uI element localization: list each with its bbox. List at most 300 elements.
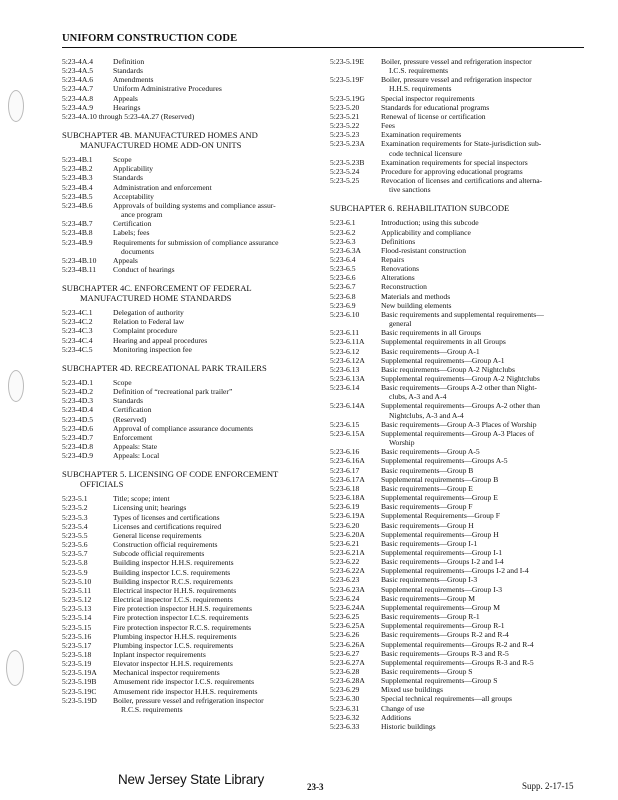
toc-entry [62, 336, 322, 345]
section-number-spacer [62, 705, 113, 714]
section-number: 5:23-4D.9 [62, 451, 94, 461]
toc-entry [330, 649, 586, 658]
section-number: 5:23-5.16 [62, 631, 92, 641]
toc-entry [330, 667, 586, 676]
toc-entry [330, 694, 586, 703]
section-title: Fees [381, 121, 395, 131]
section-number: 5:23-5.3 [62, 512, 88, 522]
section-number: 5:23-5.17 [62, 640, 92, 650]
toc-entry [62, 687, 322, 696]
punch-hole-decoration [8, 370, 24, 402]
section-title: Supplemental requirements—Groups R-3 and R-5 [381, 657, 534, 667]
section-number: 5:23-6.25A [330, 621, 365, 631]
section-number: 5:23-4A.8 [62, 93, 94, 103]
section-title: Fire protection inspector R.C.S. requirements [113, 622, 252, 632]
toc-entry [62, 326, 322, 335]
toc-entry [330, 301, 586, 310]
toc-entry [330, 139, 586, 148]
section-number: 5:23-6.9 [330, 300, 356, 310]
section-number: 5:23-6.3 [330, 236, 356, 246]
section-number: 5:23-6.14A [330, 401, 365, 411]
section-number: 5:23-6.11 [330, 328, 360, 338]
toc-entry-continuation [62, 210, 322, 219]
toc-entry [330, 94, 586, 103]
section-title: Building inspector I.C.S. requirements [113, 567, 231, 577]
section-title: Examination requirements [381, 130, 462, 140]
toc-entry [62, 94, 322, 103]
section-number: 5:23-6.26 [330, 630, 360, 640]
section-number: 5:23-5.21 [330, 111, 360, 121]
section-title: Certification [113, 219, 152, 229]
section-title: Supplemental requirements—Groups I-2 and I-4 [381, 566, 529, 576]
section-title-continuation: I.C.S. requirements [389, 66, 449, 76]
section-number: 5:23-5.12 [62, 595, 92, 605]
toc-entry [330, 704, 586, 713]
section-title: Basic requirements—Group A-2 Nightclubs [381, 364, 515, 374]
section-title: Basic requirements—Group I-1 [381, 538, 478, 548]
section-number: 5:23-6.21A [330, 547, 365, 557]
toc-entry [330, 685, 586, 694]
section-title: New building elements [381, 300, 452, 310]
toc-entry-continuation [330, 149, 586, 158]
toc-entry [62, 265, 322, 274]
section-number: 5:23-4A.6 [62, 75, 94, 85]
section-number: 5:23-5.19D [62, 695, 97, 705]
section-title: Fire protection inspector H.H.S. requirements [113, 604, 252, 614]
toc-entry [330, 347, 586, 356]
section-title: Electrical inspector I.C.S. requirements [113, 595, 233, 605]
section-title: Introduction; using this subcode [381, 218, 479, 228]
section-number: 5:23-5.5 [62, 530, 88, 540]
section-number: 5:23-6.33 [330, 721, 360, 731]
section-title: Hearings [113, 102, 141, 112]
section-title: (Reserved) [113, 414, 147, 424]
toc-entry [62, 164, 322, 173]
subchapter-heading-line: SUBCHAPTER 5. LICENSING OF CODE ENFORCEMENT [62, 469, 279, 480]
toc-entry [330, 676, 586, 685]
section-title: Delegation of authority [113, 308, 184, 318]
toc-entry [62, 677, 322, 686]
section-number: 5:23-4B.3 [62, 173, 93, 183]
section-number: 5:23-6.15A [330, 428, 365, 438]
section-number: 5:23-6.14 [330, 383, 360, 393]
toc-entry [62, 513, 322, 522]
subchapter-heading [62, 363, 322, 373]
toc-entry [62, 586, 322, 595]
punch-hole-decoration [8, 90, 24, 122]
section-title: Construction official requirements [113, 540, 218, 550]
section-title-continuation: R.C.S. requirements [121, 704, 183, 714]
toc-entry [330, 511, 586, 520]
section-title: Hearing and appeal procedures [113, 335, 208, 345]
section-number: 5:23-6.16 [330, 447, 360, 457]
section-title: Boiler, pressure vessel and refrigeration inspector [113, 695, 264, 705]
section-number: 5:23-5.7 [62, 549, 88, 559]
section-number: 5:23-4A.5 [62, 66, 94, 76]
section-number: 5:23-5.19F [330, 75, 364, 85]
toc-entry [62, 103, 322, 112]
toc-entry [330, 484, 586, 493]
section-title: Building inspector H.H.S. requirements [113, 558, 234, 568]
section-number: 5:23-6.24A [330, 602, 365, 612]
toc-entry [62, 696, 322, 705]
section-number: 5:23-6.22A [330, 566, 365, 576]
toc-entry-continuation [62, 705, 322, 714]
section-title: Enforcement [113, 432, 153, 442]
supplement-date: Supp. 2-17-15 [522, 781, 574, 791]
section-number: 5:23-4B.2 [62, 164, 93, 174]
section-number: 5:23-6.30 [330, 694, 360, 704]
section-number: 5:23-5.20 [330, 102, 360, 112]
toc-entry [330, 237, 586, 246]
toc-entry [62, 84, 322, 93]
section-title: Flood-resistant construction [381, 245, 466, 255]
section-number: 5:23-5.18 [62, 649, 92, 659]
section-title-continuation: H.H.S. requirements [389, 84, 452, 94]
section-number: 5:23-4B.10 [62, 255, 97, 265]
toc-entry [330, 502, 586, 511]
section-title: Mechanical inspector requirements [113, 668, 220, 678]
section-title: Reconstruction [381, 282, 427, 292]
toc-entry [330, 447, 586, 456]
section-number: 5:23-5.9 [62, 567, 88, 577]
section-number: 5:23-4D.5 [62, 414, 94, 424]
toc-entry [330, 383, 586, 392]
toc-entry [330, 401, 586, 410]
toc-entry [62, 75, 322, 84]
section-number-spacer [330, 84, 381, 93]
section-number: 5:23-5.23A [330, 139, 365, 149]
subchapter-heading-line: MANUFACTURED HOME STANDARDS [80, 293, 232, 304]
toc-entry [62, 650, 322, 659]
toc-entry [330, 557, 586, 566]
toc-entry [330, 585, 586, 594]
section-title-continuation: ance program [121, 210, 163, 220]
toc-entry [62, 345, 322, 354]
toc-entry [62, 522, 322, 531]
toc-entry [330, 630, 586, 639]
section-title: Complaint procedure [113, 326, 178, 336]
section-title: Basic requirements—Group A-5 [381, 447, 480, 457]
section-title: Subcode official requirements [113, 549, 205, 559]
toc-entry [330, 456, 586, 465]
section-title: Renovations [381, 264, 419, 274]
header-rule [62, 47, 584, 48]
section-title: Basic requirements—Group I-3 [381, 575, 478, 585]
section-title-continuation: code technical licensure [389, 148, 462, 158]
section-number: 5:23-5.14 [62, 613, 92, 623]
section-number: 5:23-6.12 [330, 346, 360, 356]
toc-entry [330, 57, 586, 66]
section-number: 5:23-6.26A [330, 639, 365, 649]
section-title: Supplemental requirements—Group A-3 Places of [381, 428, 535, 438]
toc-entry [330, 722, 586, 731]
section-number: 5:23-5.19E [330, 57, 364, 66]
section-title: Special technical requirements—all groups [381, 694, 512, 704]
section-title: Supplemental requirements—Group E [381, 493, 498, 503]
section-number: 5:23-4A.7 [62, 84, 94, 94]
subchapter-heading: SUBCHAPTER 6. REHABILITATION SUBCODE [330, 203, 510, 214]
section-title: Supplemental requirements—Groups A-2 other than [381, 401, 541, 411]
subchapter-heading-line: SUBCHAPTER 4C. ENFORCEMENT OF FEDERAL [62, 283, 252, 294]
toc-entry [62, 415, 322, 424]
toc-entry [62, 201, 322, 210]
section-title: Boiler, pressure vessel and refrigeration inspector [381, 75, 532, 85]
toc-entry [330, 594, 586, 603]
section-number: 5:23-6.7 [330, 282, 356, 292]
toc-entry [330, 475, 586, 484]
toc-entry [330, 246, 586, 255]
section-number: 5:23-6.13A [330, 374, 365, 383]
section-number: 5:23-6.16A [330, 456, 365, 466]
section-title: Supplemental requirements—Group B [381, 474, 499, 484]
section-title-continuation: Nightclubs, A-3 and A-4 [389, 410, 464, 420]
section-number: 5:23-4C.1 [62, 308, 93, 318]
section-number: 5:23-6.1 [330, 218, 356, 228]
section-title: Supplemental requirements—Group I-1 [381, 547, 503, 557]
toc-entry [330, 466, 586, 475]
toc-entry [62, 613, 322, 622]
section-title: Basic requirements—Groups R-2 and R-4 [381, 630, 509, 640]
toc-entry [62, 433, 322, 442]
section-title: Basic requirements—Group R-1 [381, 612, 480, 622]
section-title: Basic requirements—Group E [381, 483, 473, 493]
subchapter-heading [62, 283, 322, 303]
section-number: 5:23-6.29 [330, 685, 360, 695]
section-title: Alterations [381, 273, 415, 283]
toc-entry [62, 424, 322, 433]
toc-entry [330, 218, 586, 227]
subchapter-heading-line: MANUFACTURED HOME ADD-ON UNITS [80, 140, 242, 151]
section-number: 5:23-6.27 [330, 648, 360, 658]
toc-entry [330, 228, 586, 237]
section-number: 5:23-6.8 [330, 291, 356, 301]
toc-entry [62, 568, 322, 577]
toc-entry [62, 659, 322, 668]
section-number: 5:23-5.19G [330, 93, 365, 103]
section-number-spacer [330, 319, 381, 328]
toc-entry [62, 558, 322, 567]
toc-entry [330, 112, 586, 121]
section-number-spacer [330, 438, 381, 447]
section-title: Basic requirements—Group H [381, 520, 474, 530]
toc-entry [330, 365, 586, 374]
section-number-spacer [62, 210, 113, 219]
toc-entry [62, 604, 322, 613]
section-title: Basic requirements—Group M [381, 593, 476, 603]
toc-entry [62, 387, 322, 396]
section-number: 5:23-5.8 [62, 558, 88, 568]
section-title: Amusement ride inspector I.C.S. requirements [113, 677, 255, 687]
toc-entry [62, 155, 322, 164]
toc-entry [330, 539, 586, 548]
toc-entry [330, 521, 586, 530]
section-number: 5:23-4B.1 [62, 155, 93, 165]
toc-entry [330, 310, 586, 319]
toc-entry [62, 238, 322, 247]
section-number: 5:23-6.19 [330, 502, 360, 512]
toc-entry [330, 621, 586, 630]
section-title: Fire protection inspector I.C.S. requirements [113, 613, 249, 623]
toc-entry-continuation [330, 438, 586, 447]
section-number: 5:23-4A.9 [62, 102, 94, 112]
toc-entry [62, 66, 322, 75]
section-title-continuation: clubs, A-3 and A-4 [389, 392, 447, 402]
toc-entry [62, 494, 322, 503]
toc-entry [330, 548, 586, 557]
section-title: Mixed use buildings [381, 685, 444, 695]
section-title: Certification [113, 405, 152, 415]
toc-entry [62, 442, 322, 451]
section-title: Appeals [113, 93, 138, 103]
toc-entry [330, 75, 586, 84]
toc-entry [330, 374, 586, 383]
section-title: Applicability and compliance [381, 227, 471, 237]
section-number: 5:23-6.6 [330, 273, 356, 283]
section-number: 5:23-6.20A [330, 529, 365, 539]
section-title: Supplemental requirements—Group R-1 [381, 621, 505, 631]
section-title: Supplemental requirements in all Groups [381, 337, 506, 347]
section-title: Appeals [113, 255, 138, 265]
toc-entry [62, 531, 322, 540]
section-number: 5:23-5.15 [62, 622, 92, 632]
section-number: 5:23-6.28A [330, 676, 365, 686]
section-title: Supplemental Requirements—Group F [381, 511, 500, 521]
section-number: 5:23-5.19A [62, 668, 97, 678]
section-number: 5:23-5.19C [62, 686, 97, 696]
section-title: Inplant inspector requirements [113, 649, 206, 659]
toc-entry [62, 173, 322, 182]
toc-entry [62, 396, 322, 405]
section-title: Applicability [113, 164, 154, 174]
section-number: 5:23-4B.6 [62, 200, 93, 210]
toc-entry [62, 451, 322, 460]
section-title: Materials and methods [381, 291, 451, 301]
section-title: Licenses and certifications required [113, 521, 222, 531]
section-number: 5:23-6.15 [330, 419, 360, 429]
section-title-continuation: tive sanctions [389, 185, 431, 195]
section-number-spacer [330, 411, 381, 420]
section-title: Renewal of license or certification [381, 111, 486, 121]
section-title: Repairs [381, 254, 405, 264]
section-number: 5:23-6.19A [330, 511, 365, 521]
section-title: Supplemental requirements—Group A-2 Nightclubs [381, 374, 540, 383]
toc-entry [330, 121, 586, 130]
section-title: Monitoring inspection fee [113, 344, 192, 354]
section-number: 5:23-5.10 [62, 576, 92, 586]
section-number: 5:23-6.28 [330, 667, 360, 676]
section-number: 5:23-6.13 [330, 364, 360, 374]
toc-entry [62, 405, 322, 414]
toc-entry [330, 255, 586, 264]
section-number: 5:23-6.17A [330, 474, 365, 484]
section-title: Special inspector requirements [381, 93, 475, 103]
section-number: 5:23-4B.4 [62, 182, 93, 192]
section-number: 5:23-5.6 [62, 540, 88, 550]
section-number: 5:23-6.18 [330, 483, 360, 493]
toc-entry [330, 337, 586, 346]
toc-entry [330, 264, 586, 273]
section-title: Definitions [381, 236, 416, 246]
section-title: Uniform Administrative Procedures [113, 84, 222, 94]
section-title: Supplemental requirements—Group I-3 [381, 584, 503, 594]
section-title: Basic requirements—Groups I-2 and I-4 [381, 557, 504, 567]
section-number: 5:23-4D.4 [62, 405, 94, 415]
section-number: 5:23-5.19B [62, 677, 97, 687]
section-number: 5:23-4C.4 [62, 335, 93, 345]
section-title: Examination requirements for special inspectors [381, 157, 528, 167]
toc-entry [62, 540, 322, 549]
toc-entry-continuation [330, 319, 586, 328]
section-number-spacer [330, 149, 381, 158]
section-title: Standards [113, 66, 143, 76]
library-stamp: New Jersey State Library [118, 771, 265, 788]
section-number-spacer [62, 247, 113, 256]
section-number: 5:23-5.23 [330, 130, 360, 140]
section-title: Plumbing inspector H.H.S. requirements [113, 631, 237, 641]
toc-entry [62, 57, 322, 66]
section-title: Title; scope; intent [113, 494, 170, 504]
section-title: Supplemental requirements—Groups R-2 and R-4 [381, 639, 534, 649]
section-number: 5:23-6.20 [330, 520, 360, 530]
section-number: 5:23-6.24 [330, 593, 360, 603]
punch-hole-decoration [6, 650, 24, 686]
reserved-range: 5:23-4A.10 through 5:23-4A.27 (Reserved) [62, 111, 195, 121]
section-number: 5:23-4C.5 [62, 344, 93, 354]
toc-entry [330, 603, 586, 612]
section-number: 5:23-4D.7 [62, 432, 94, 442]
section-title: Basic requirements—Groups R-3 and R-5 [381, 648, 509, 658]
toc-entry [330, 103, 586, 112]
section-title: Procedure for approving educational programs [381, 166, 523, 176]
section-number: 5:23-4C.2 [62, 317, 93, 327]
section-title: Change of use [381, 703, 425, 713]
section-title: Supplemental requirements—Group M [381, 602, 500, 612]
section-number: 5:23-5.25 [330, 176, 360, 186]
toc-entry [330, 282, 586, 291]
section-number: 5:23-5.22 [330, 121, 360, 131]
section-title: General license requirements [113, 530, 202, 540]
section-title: Administration and enforcement [113, 182, 212, 192]
toc-entry [62, 595, 322, 604]
toc-entry-continuation [330, 411, 586, 420]
section-number: 5:23-4D.3 [62, 396, 94, 406]
toc-entry [62, 577, 322, 586]
section-number: 5:23-6.32 [330, 712, 360, 722]
section-number: 5:23-6.11A [330, 337, 365, 347]
toc-entry [62, 549, 322, 558]
section-number: 5:23-6.5 [330, 264, 356, 274]
toc-entry [330, 420, 586, 429]
section-number-spacer [330, 185, 381, 194]
section-number: 5:23-4D.6 [62, 423, 94, 433]
section-title-continuation: general [389, 319, 412, 329]
section-number: 5:23-6.27A [330, 657, 365, 667]
section-number: 5:23-4B.5 [62, 191, 93, 201]
subchapter-heading-line: SUBCHAPTER 4B. MANUFACTURED HOMES AND [62, 130, 258, 141]
toc-entry [330, 713, 586, 722]
section-title: Relation to Federal law [113, 317, 185, 327]
section-number: 5:23-6.2 [330, 227, 356, 237]
toc-entry [62, 308, 322, 317]
toc-entry-continuation [330, 392, 586, 401]
toc-entry [330, 530, 586, 539]
section-title: Basic requirements—Groups A-2 other than Night- [381, 383, 537, 393]
section-number: 5:23-4D.2 [62, 387, 94, 397]
toc-entry [330, 167, 586, 176]
toc-entry [62, 317, 322, 326]
section-title: Supplemental requirements—Groups A-5 [381, 456, 508, 466]
